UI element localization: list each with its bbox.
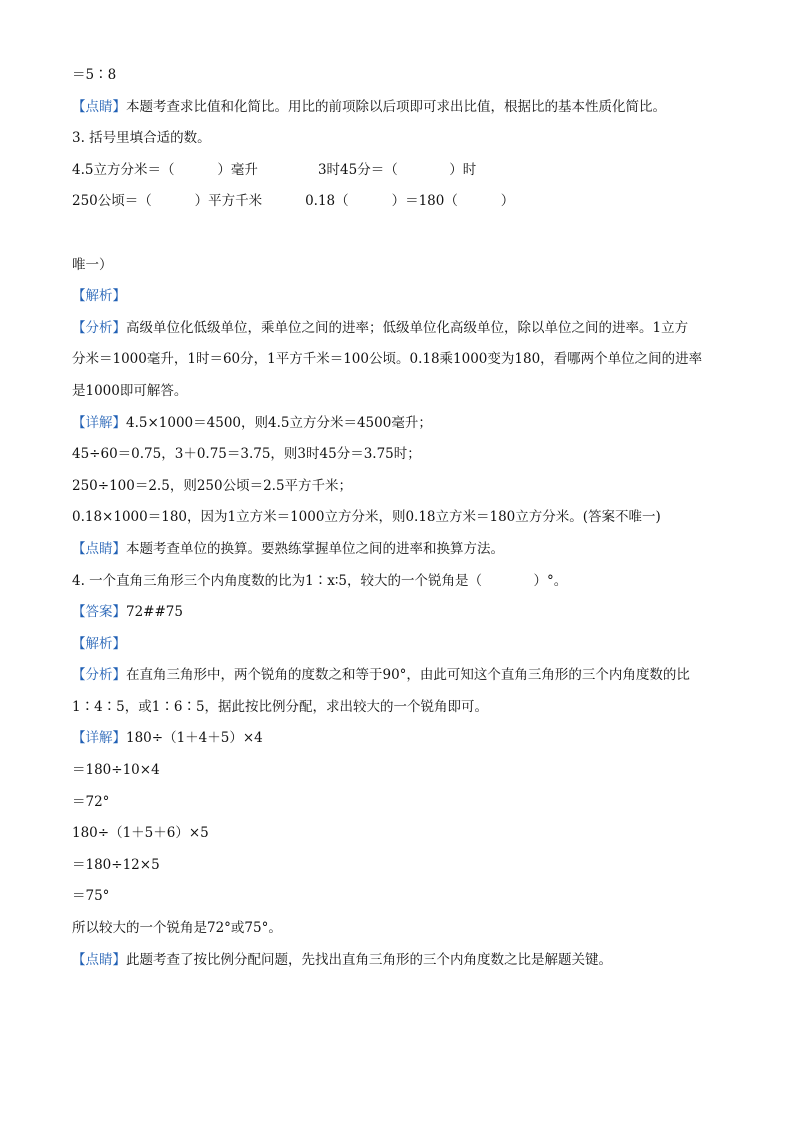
- section-tag: 【详解】: [72, 414, 126, 431]
- text-line: 是1000即可解答。: [72, 382, 188, 399]
- section-tag: 【分析】: [72, 667, 126, 684]
- document-page: [72, 60, 732, 1012]
- question-4-title: 4. 一个直角三角形三个内角度数的比为1∶x∶5，较大的一个锐角是（ ）°。: [72, 572, 568, 589]
- text-line: 唯一）: [72, 256, 113, 273]
- question-5-title: [72, 976, 732, 1012]
- answer-line: [72, 218, 732, 250]
- text-line: 【点睛】本题考查单位的换算。要熟练掌握单位之间的进率和换算方法。: [72, 540, 504, 557]
- text-line: 所以较大的一个锐角是72°或75°。: [72, 920, 282, 937]
- section-tag: 【解析】: [72, 288, 126, 305]
- section-tag: 【解析】: [72, 635, 126, 652]
- text-line: [72, 281, 732, 313]
- section-tag: 【详解】: [72, 730, 126, 747]
- text-line: ＝180÷12×5: [72, 856, 160, 873]
- text-line: 【答案】72##75: [72, 604, 183, 621]
- text-line: 4.5立方分米＝（ ）毫升 3时45分＝（ ）时: [72, 161, 477, 178]
- section-tag: 【分析】: [72, 319, 126, 336]
- text-line: 【详解】4.5×1000＝4500，则4.5立方分米＝4500毫升；: [72, 414, 432, 431]
- text-line: ＝72°: [72, 793, 110, 810]
- section-tag: 【答案】: [72, 604, 126, 621]
- text-line: ＝5∶8: [72, 67, 117, 83]
- section-tag: 【点睛】: [72, 98, 126, 115]
- text-line: 250公顷＝（ ）平方千米 0.18（ ）＝180（ ）: [72, 193, 515, 210]
- text-line: [72, 629, 732, 661]
- text-line: 分米＝1000毫升，1时＝60分，1平方千米＝100公顷。0.18乘1000变为180，看哪两个单位之间的进率: [72, 351, 703, 368]
- text-line: 【详解】180÷（1＋4＋5）×4: [72, 730, 263, 747]
- text-line: 180÷（1＋5＋6）×5: [72, 825, 209, 842]
- text-line: 【点睛】此题考查了按比例分配问题，先找出直角三角形的三个内角度数之比是解题关键。: [72, 951, 612, 968]
- question-3-title: 3. 括号里填合适的数。: [72, 130, 211, 147]
- text-line: 【分析】高级单位化低级单位，乘单位之间的进率；低级单位化高级单位，除以单位之间的进率。1立方: [72, 319, 689, 336]
- text-line: 【点睛】本题考查求比值和化简比。用比的前项除以后项即可求出比值，根据比的基本性质化简比。: [72, 98, 666, 115]
- text-line: 0.18×1000＝180，因为1立方米＝1000立方分米，则0.18立方米＝180立方分米。(答案不唯一): [72, 509, 661, 526]
- section-tag: 【点睛】: [72, 540, 126, 557]
- text-line: ＝75°: [72, 888, 110, 905]
- text-line: 250÷100＝2.5，则250公顷＝2.5平方千米；: [72, 477, 353, 494]
- text-line: 【分析】在直角三角形中，两个锐角的度数之和等于90°，由此可知这个直角三角形的三个内角度数的比: [72, 667, 690, 684]
- text-line: 45÷60＝0.75，3＋0.75＝3.75，则3时45分＝3.75时；: [72, 446, 421, 463]
- text-line: 1∶4∶5，或1∶6∶5，据此按比例分配，求出较大的一个锐角即可。: [72, 698, 489, 715]
- text-line: ＝180÷10×4: [72, 762, 160, 779]
- section-tag: 【点睛】: [72, 951, 126, 968]
